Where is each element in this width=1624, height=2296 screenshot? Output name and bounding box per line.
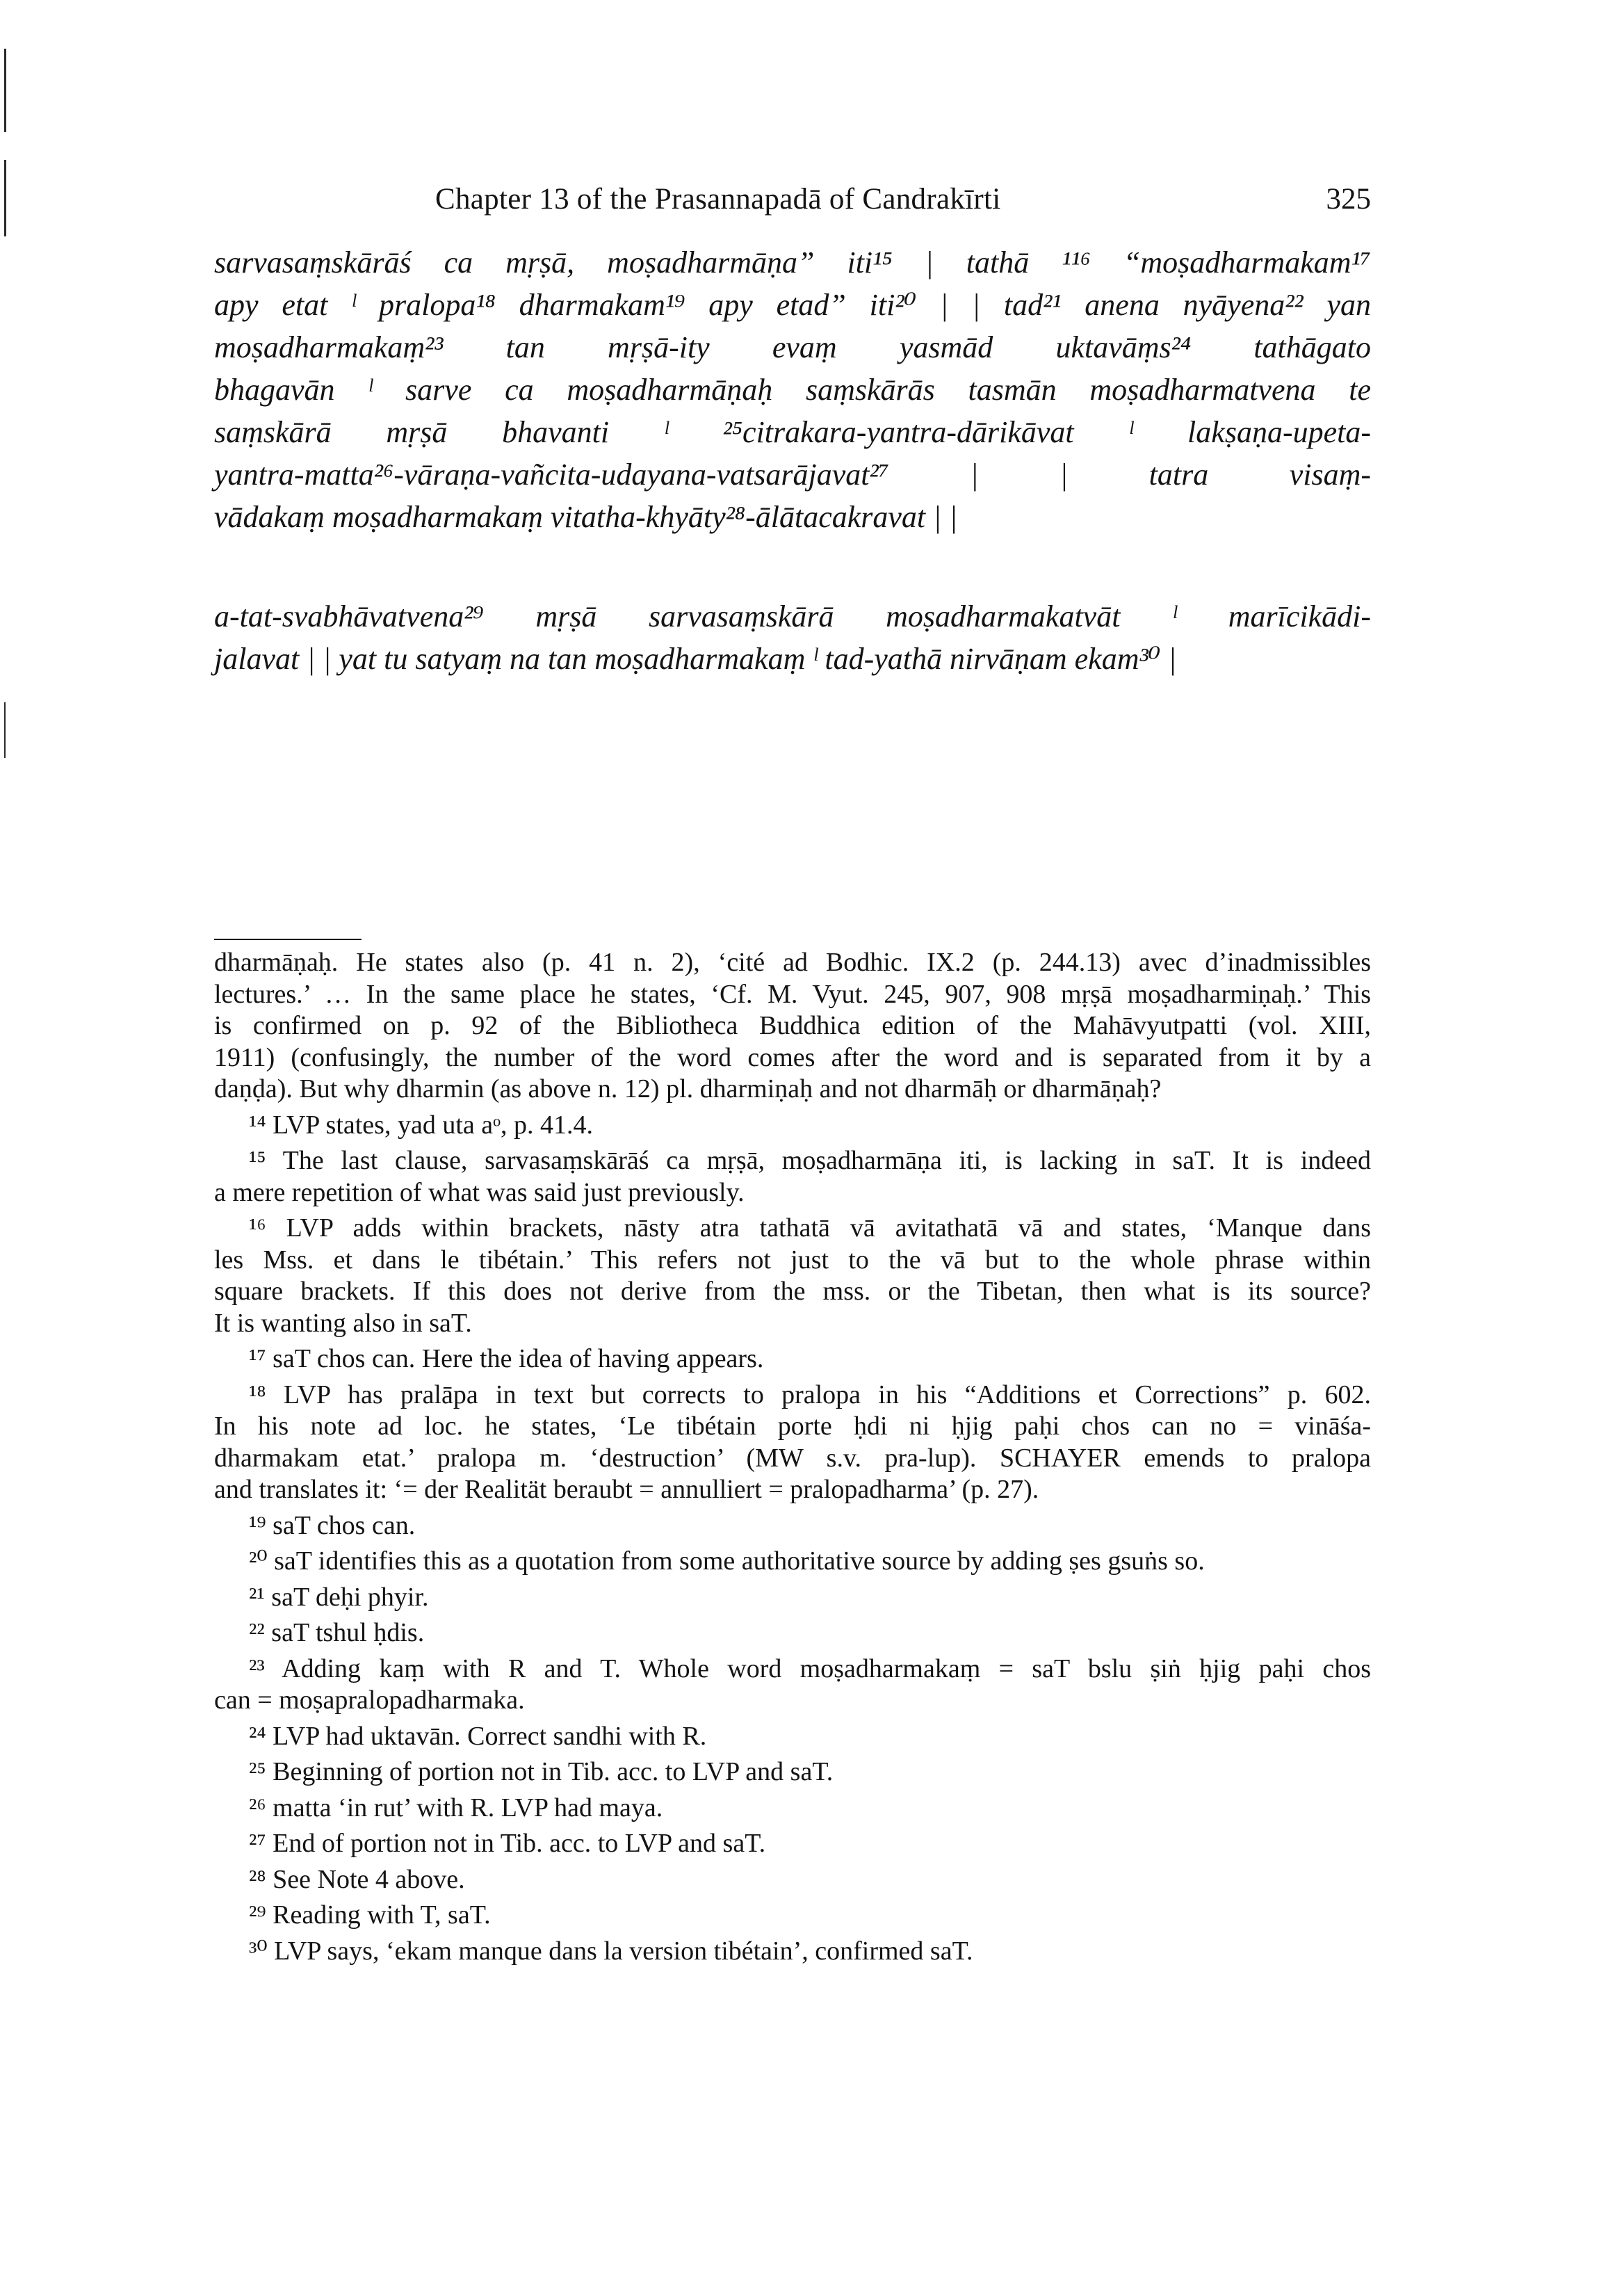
footnote-line: is confirmed on p. 92 of the Bibliotheca Buddhica edition of the Mahāvyutpatti (vol. XIII, (214, 1011, 1371, 1040)
footnote-line: dharmāṇaḥ. He states also (p. 41 n. 2), ‘cité ad Bodhic. IX.2 (p. 244.13) avec d’inadmissibles (214, 948, 1371, 977)
footnote-line: It is wanting also in saT. (214, 1308, 472, 1338)
footnote-divider (214, 939, 362, 940)
text-line: moṣadharmakaṃ²³ tan mṛṣā-ity evaṃ yasmād uktavāṃs²⁴ tathāgato (214, 330, 1371, 364)
footnote-line: les Mss. et dans le tibétain.’ This refers not just to the vā but to the whole phrase within (214, 1245, 1371, 1275)
text-line: bhagavān ˡ sarve ca moṣadharmāṇaḥ saṃskārās tasmān moṣadharmatvena te (214, 373, 1371, 407)
text-line: apy etat ˡ pralopa¹⁸ dharmakam¹⁹ apy etad” iti²⁰ | | tad²¹ anena nyāyena²² yan (214, 288, 1371, 322)
footnote-line: and translates it: ‘= der Realität beraubt = annulliert = pralopadharma’ (p. 27). (214, 1475, 1039, 1504)
text-line: saṃskārā mṛṣā bhavanti ˡ ²⁵citrakara-yantra-dārikāvat ˡ lakṣaṇa-upeta- (214, 415, 1371, 449)
footnote-line: ²⁶ matta ‘in rut’ with R. LVP had maya. (249, 1793, 663, 1822)
scan-edge-mark (4, 49, 6, 132)
footnote-line: daṇḍa). But why dharmin (as above n. 12) pl. dharmiṇaḥ and not dharmāḥ or dharmāṇaḥ? (214, 1074, 1162, 1103)
footnote-line: ²² saT tshul ḥdis. (249, 1618, 425, 1647)
footnote-line: ²⁷ End of portion not in Tib. acc. to LVP and saT. (249, 1829, 766, 1858)
footnote-line: ¹⁶ LVP adds within brackets, nāsty atra tathatā vā avitathatā vā and states, ‘Manque dans (249, 1213, 1371, 1243)
page-number: 325 (1326, 183, 1371, 216)
footnote-line: 1911) (confusingly, the number of the word comes after the word and is separated from it by a (214, 1042, 1371, 1072)
scan-edge-mark (4, 702, 6, 758)
footnote-line: dharmakam etat.’ pralopa m. ‘destruction’ (MW s.v. pra-lup). SCHAYER emends to pralopa (214, 1443, 1371, 1473)
footnote-line: can = moṣapralopadharmaka. (214, 1685, 525, 1715)
running-head (435, 182, 1371, 231)
scan-edge-mark (4, 160, 6, 236)
footnote-line: ¹⁹ saT chos can. (249, 1510, 416, 1540)
footnotes (214, 947, 1371, 1967)
footnote-line: ¹⁴ LVP states, yad uta aᵒ, p. 41.4. (249, 1110, 594, 1140)
footnote-line: ¹⁸ LVP has pralāpa in text but corrects to pralopa in his “Additions et Corrections” p. 602. (249, 1380, 1371, 1409)
footnote-line: ²⁰ saT identifies this as a quotation from some authoritative source by adding ṣes gsuṅs so. (249, 1546, 1205, 1576)
footnote-line: ¹⁷ saT chos can. Here the idea of having appears. (249, 1344, 764, 1373)
running-title: Chapter 13 of the Prasannapadā of Candrakīrti (435, 183, 1001, 216)
text-line: yantra-matta²⁶-vāraṇa-vañcita-udayana-vatsarājavat²⁷ | | tatra visaṃ- (214, 458, 1371, 492)
footnote-line: ²⁹ Reading with T, saT. (249, 1900, 491, 1930)
footnote-line: In his note ad loc. he states, ‘Le tibétain porte ḥdi ni ḥjig paḥi chos can no = vināśa- (214, 1412, 1371, 1441)
footnote-line: square brackets. If this does not derive from the mss. or the Tibetan, then what is its source? (214, 1277, 1371, 1306)
footnote-line: ²⁵ Beginning of portion not in Tib. acc. to LVP and saT. (249, 1757, 834, 1786)
footnote-line: ²¹ saT deḥi phyir. (249, 1582, 429, 1612)
footnote-line: lectures.’ … In the same place he states, ‘Cf. M. Vyut. 245, 907, 908 mṛṣā moṣadharmiṇaḥ.’ This (214, 979, 1371, 1009)
footnote-line: ³⁰ LVP says, ‘ekam manque dans la version tibétain’, confirmed saT. (249, 1936, 973, 1966)
text-line: vādakaṃ moṣadharmakaṃ vitatha-khyāty²⁸-ālātacakravat | | (214, 500, 958, 534)
footnote-line: a mere repetition of what was said just previously. (214, 1177, 745, 1207)
sanskrit-paragraph (214, 241, 1371, 538)
footnote-line: ¹⁵ The last clause, sarvasaṃskārāś ca mṛṣā, moṣadharmāṇa iti, is lacking in saT. It is indeed (249, 1146, 1371, 1175)
text-line: a-tat-svabhāvatvena²⁹ mṛṣā sarvasaṃskārā moṣadharmakatvāt ˡ marīcikādi- (214, 599, 1371, 633)
text-line: sarvasaṃskārāś ca mṛṣā, moṣadharmāṇa” iti¹⁵ | tathā ¹¹⁶ “moṣadharmakam¹⁷ (214, 245, 1371, 280)
text-line: jalavat | | yat tu satyaṃ na tan moṣadharmakaṃ ˡ tad-yathā nirvāṇam ekam³⁰ | (214, 642, 1177, 676)
footnote-line: ²⁴ LVP had uktavān. Correct sandhi with R. (249, 1721, 707, 1751)
sanskrit-paragraph (214, 595, 1371, 680)
footnote-line: ²⁸ See Note 4 above. (249, 1864, 465, 1894)
footnote-line: ²³ Adding kaṃ with R and T. Whole word moṣadharmakaṃ = saT bslu ṣiṅ ḥjig paḥi chos (249, 1654, 1371, 1683)
